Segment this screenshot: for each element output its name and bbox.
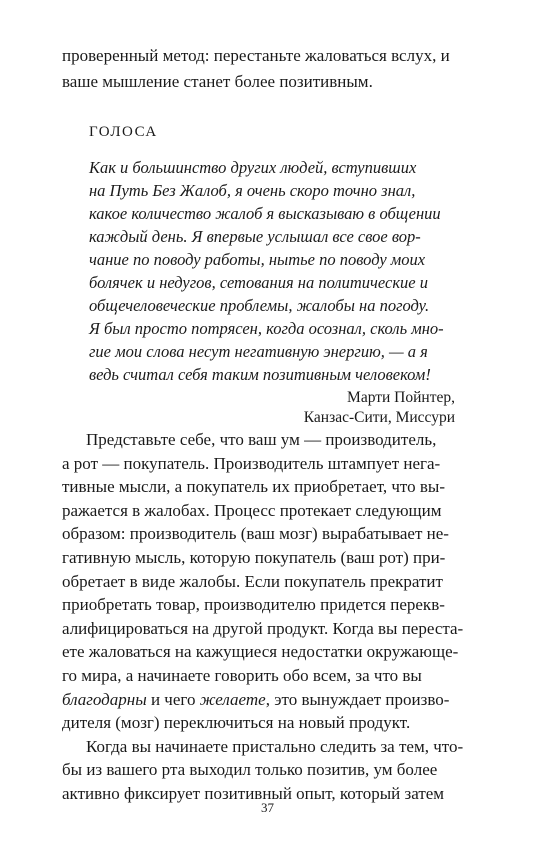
paragraph-line: образом: производитель (ваш мозг) вырабатывает не- xyxy=(62,524,449,544)
quote-line: какое количество жалоб я высказываю в общении xyxy=(89,204,441,223)
quote-line: общечеловеческие проблемы, жалобы на погоду. xyxy=(89,296,430,315)
quote-location: Канзас-Сити, Миссури xyxy=(303,409,455,426)
quote-line: ведь считал себя таким позитивным человеком! xyxy=(89,365,431,384)
paragraph-line: го мира, а начинаете говорить обо всем, за что вы xyxy=(62,666,422,685)
intro-line: ваше мышление станет более позитивным. xyxy=(62,72,373,91)
section-heading: ГОЛОСА xyxy=(89,124,158,140)
line-text: и чего xyxy=(146,689,200,709)
quote-line: Как и большинство других людей, вступивших xyxy=(89,158,417,177)
line-text: , это вынуждает произво- xyxy=(265,689,450,709)
paragraph-line: Представьте себе, что ваш ум — производитель, xyxy=(86,430,437,449)
paragraph-line: а рот — покупатель. Производитель штампует нега- xyxy=(62,453,441,473)
paragraph-line: ражается в жалобах. Процесс протекает следующим xyxy=(62,500,442,520)
quote-author: Марти Пойнтер, xyxy=(347,389,455,406)
quote-line: болячек и недугов, сетования на политические и xyxy=(89,273,428,292)
paragraph-line: активно фиксирует позитивный опыт, который затем xyxy=(62,784,445,803)
intro-line: проверенный метод: перестаньте жаловаться вслух, и xyxy=(62,46,450,65)
quote-line: каждый день. Я впервые услышал все свое вор- xyxy=(89,227,421,246)
emphasis-word: благодарны xyxy=(62,689,147,709)
quote-line: Я был просто потрясен, когда осознал, сколь мно- xyxy=(89,319,444,338)
paragraph-line: алифицироваться на другой продукт. Когда вы переста- xyxy=(62,618,464,638)
quote-line: на Путь Без Жалоб, я очень скоро точно знал, xyxy=(89,181,416,200)
paragraph-line: приобретать товар, производителю придется перекв- xyxy=(62,595,445,615)
paragraph-line: тивные мысли, а покупатель их приобретает, что вы- xyxy=(62,477,445,497)
quote-line: чание по поводу работы, нытье по поводу моих xyxy=(89,250,426,269)
paragraph-line: ете жаловаться на кажущиеся недостатки окружающе- xyxy=(62,642,459,662)
emphasis-word: желаете xyxy=(199,689,266,709)
quote-line: гие мои слова несут негативную энергию, — а я xyxy=(89,342,428,361)
paragraph-line: бы из вашего рта выходил только позитив, ум более xyxy=(62,760,438,780)
paragraph-line: гативную мысль, которую покупатель (ваш рот) при- xyxy=(62,548,446,567)
paragraph-line: Когда вы начинаете пристально следить за тем, что- xyxy=(86,736,464,756)
paragraph-line: дителя (мозг) переключиться на новый продукт. xyxy=(62,713,411,733)
page-number: 37 xyxy=(261,800,274,815)
paragraph-line: обретает в виде жалобы. Если покупатель прекратит xyxy=(62,571,443,591)
paragraph-line-emphasis xyxy=(62,690,449,710)
